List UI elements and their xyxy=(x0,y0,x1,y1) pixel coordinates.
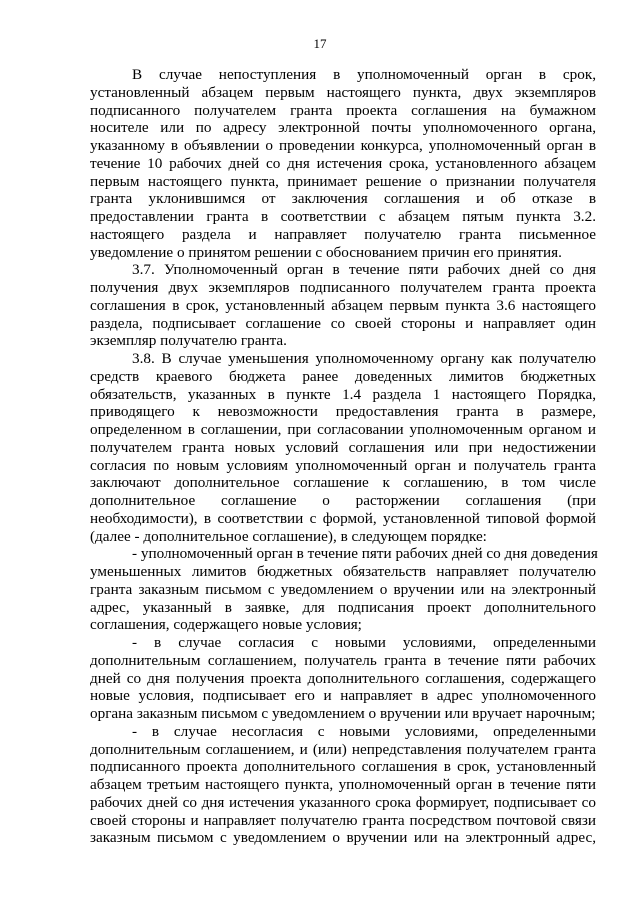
text-line: необходимости), в соответствии с формой, установленной типовой формой xyxy=(90,509,596,527)
text-line: указанному в объявлении о проведении конкурса, уполномоченный орган в xyxy=(90,137,596,154)
text-line: заключают дополнительное соглашение к соглашению, в том числе xyxy=(90,474,596,492)
text-line: уменьшенных лимитов бюджетных обязательств направляет получателю xyxy=(90,563,596,580)
text-line: заказным письмом с уведомлением о вручении или на электронный адрес, xyxy=(90,829,596,847)
paragraph-3-7 xyxy=(90,261,596,350)
text-line: носителе или по адресу электронной почты уполномоченного органа, xyxy=(90,119,596,137)
text-line: - в случае согласия с новыми условиями, определенными xyxy=(132,634,596,651)
text-line: получения двух экземпляров подписанного получателем гранта проекта xyxy=(90,279,596,296)
text-line: 3.8. В случае уменьшения уполномоченному органу как получателю xyxy=(132,350,596,367)
text-line: новые условия, подписывает его и направляет в адрес уполномоченного xyxy=(90,687,596,705)
text-line: абзацем третьим настоящего пункта, уполномоченный орган в течение пяти xyxy=(90,776,596,793)
text-line: - в случае несогласия с новыми условиями, определенными xyxy=(132,722,596,740)
text-line: раздела, подписывает соглашение со своей стороны и направляет один xyxy=(90,314,596,332)
text-line: В случае непоступления в уполномоченный орган в срок, xyxy=(132,66,596,83)
text-line: - уполномоченный орган в течение пяти рабочих дней со дня доведения xyxy=(132,545,598,563)
text-line: адрес, указанный в заявке, для подписания проект дополнительного xyxy=(90,598,596,616)
text-line: рабочих дней со дня истечения указанного срока формирует, подписывает со xyxy=(90,793,596,811)
text-line: предоставлении гранта в соответствии с абзацем пятым пункта 3.2. xyxy=(90,208,596,225)
text-line: подписанного получателем гранта проекта соглашения на бумажном xyxy=(90,101,596,119)
text-line: средств краевого бюджета ранее доведенных лимитов бюджетных xyxy=(90,367,596,385)
text-line: дополнительное соглашение о расторжении соглашения (при xyxy=(90,492,596,509)
list-item-consent xyxy=(90,634,596,723)
text-line: соглашения в срок, установленный абзацем первым пункта 3.6 настоящего xyxy=(90,296,596,314)
text-line: органа заказным письмом с уведомлением о вручении или вручает нарочным; xyxy=(90,705,596,722)
text-line: получателем гранта новых условий соглашения или при недостижении xyxy=(90,438,596,456)
text-line: согласия по новым условиям уполномоченный орган и получатель гранта xyxy=(90,456,596,474)
text-line: 3.7. Уполномоченный орган в течение пяти рабочих дней со дня xyxy=(132,261,596,279)
paragraph-3-8 xyxy=(90,350,596,545)
page-number: 17 xyxy=(313,36,327,51)
text-line: первым настоящего пункта, принимает решение о признании получателя xyxy=(90,172,596,190)
text-line: дней со дня получения проекта дополнительного соглашения, содержащего xyxy=(90,669,596,687)
text-line: установленный абзацем первым настоящего пункта, двух экземпляров xyxy=(90,83,596,101)
list-item-disagreement xyxy=(90,723,596,847)
paragraph-3-6-continuation xyxy=(90,66,596,261)
text-line: определенном в соглашении, при согласовании уполномоченным органом и xyxy=(90,421,596,438)
text-line: приводящего к невозможности предоставления гранта в размере, xyxy=(90,403,596,421)
text-line: уведомление о принятом решении с обоснованием причин его принятия. xyxy=(90,243,562,261)
text-line: дополнительным соглашением, и (или) непредставления получателем гранта xyxy=(90,740,596,758)
text-line: гранта уклонившимся от заключения соглашения и об отказе в xyxy=(90,190,596,208)
text-line: гранта заказным письмом с уведомлением о вручении или на электронный xyxy=(90,580,596,598)
text-line: настоящего раздела и направляет получателю гранта письменное xyxy=(90,225,596,243)
text-line: обязательств, указанных в пункте 1.4 раздела 1 настоящего Порядка, xyxy=(90,385,596,403)
list-item-reduction-notice xyxy=(90,545,596,634)
document-body xyxy=(90,66,596,847)
text-line: своей стороны и направляет получателю гранта посредством почтовой связи xyxy=(90,811,596,829)
text-line: подписанного проекта дополнительного соглашения в срок, установленный xyxy=(90,758,596,776)
text-line: дополнительным соглашением, получатель гранта в течение пяти рабочих xyxy=(90,651,596,669)
text-line: течение 10 рабочих дней со дня истечения срока, установленного абзацем xyxy=(90,154,596,172)
text-line: экземпляр получателю гранта. xyxy=(90,332,287,350)
text-line: соглашения, содержащего новые условия; xyxy=(90,616,362,634)
text-line: (далее - дополнительное соглашение), в следующем порядке: xyxy=(90,527,487,545)
